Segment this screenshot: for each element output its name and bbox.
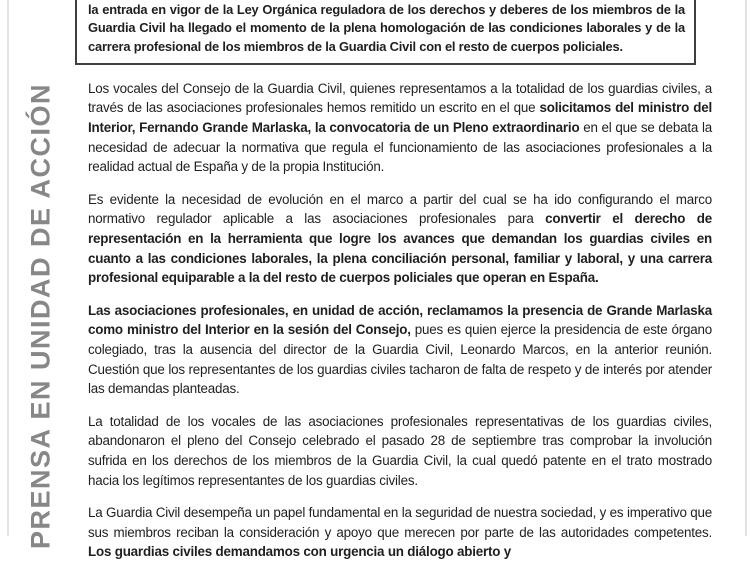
text-run: La Guardia Civil desempeña un papel fundamental en la seguridad de nuestra sociedad, y es imperativo que sus miembros reciban la consideración y apoyo que merecen por parte de las autoridades competentes.: [88, 505, 712, 540]
paragraph: [88, 301, 712, 399]
page-right-edge: [745, 0, 747, 536]
bold-text-run: solicitamos del ministro del Interior, Fernando Grande Marlaska, la convocatoria de un Pleno extraordinario: [88, 100, 712, 136]
document-content: [88, 0, 712, 575]
header-box-text: la entrada en vigor de la Ley Orgánica reguladora de los derechos y deberes de los miembros de la Guardia Civil ha llegado el momento de la plena homologación de las condiciones laborales y de la carrera profesional de los miembros de la Guardia Civil con el resto de cuerpos policiales.: [88, 2, 685, 54]
paragraph: [88, 503, 712, 562]
text-run: La totalidad de los vocales de las asociaciones profesionales representativas de los guardias civiles, abandonaron el pleno del Consejo celebrado el pasado 28 de septiembre tras comprobar la involución sufrida en los derechos de los miembros de la Guardia Civil, la cual quedó patente en el trato mostrado hacia los legítimos representantes de los guardias civiles.: [88, 413, 712, 488]
paragraph: [88, 190, 712, 288]
text-run: en el que se debata la necesidad de adecuar la normativa que regula el funcionamiento de las asociaciones profesionales a la realidad actual de España y de la propia Institución.: [88, 120, 712, 175]
sidebar-vertical-title: PRENSA EN UNIDAD DE ACCIÓN: [25, 82, 56, 550]
text-run: Es evidente la necesidad de evolución en el marco a partir del cual se ha ido configurando el marco normativo regulador aplicable a las asociaciones profesionales para: [88, 191, 712, 227]
paragraph: [88, 412, 712, 490]
bold-text-run: Los guardias civiles demandamos con urgencia un diálogo abierto y: [88, 544, 512, 560]
text-run: pues es quien ejerce la presidencia de este órgano colegiado, tras la ausencia del director de la Guardia Civil, Leonardo Marcos, en la anterior reunión. Cuestión que los representantes de los guardias civiles tacharon de falta de respeto y de interés por atender las demandas planteadas.: [88, 322, 712, 397]
text-run: Los vocales del Consejo de la Guardia Civil, quienes representamos a la totalidad de los guardias civiles, a través de las asociaciones profesionales hemos remitido un escrito en el que: [88, 80, 712, 116]
header-emphasis-box: [75, 0, 696, 65]
body-paragraphs: [88, 79, 712, 562]
bold-text-run: Las asociaciones profesionales, en unidad de acción, reclamamos la presencia de Grande Marlaska como ministro del Interior en la sesión del Consejo,: [88, 302, 712, 338]
page-left-edge: [7, 0, 9, 536]
bold-text-run: convertir el derecho de representación en la herramienta que logre los avances que demandan los guardias civiles en cuanto a las condiciones laborales, la plena conciliación personal, familiar y laboral, y una carrera profesional equiparable a la del resto de cuerpos policiales que operan en España.: [88, 211, 713, 286]
paragraph: [88, 79, 712, 177]
